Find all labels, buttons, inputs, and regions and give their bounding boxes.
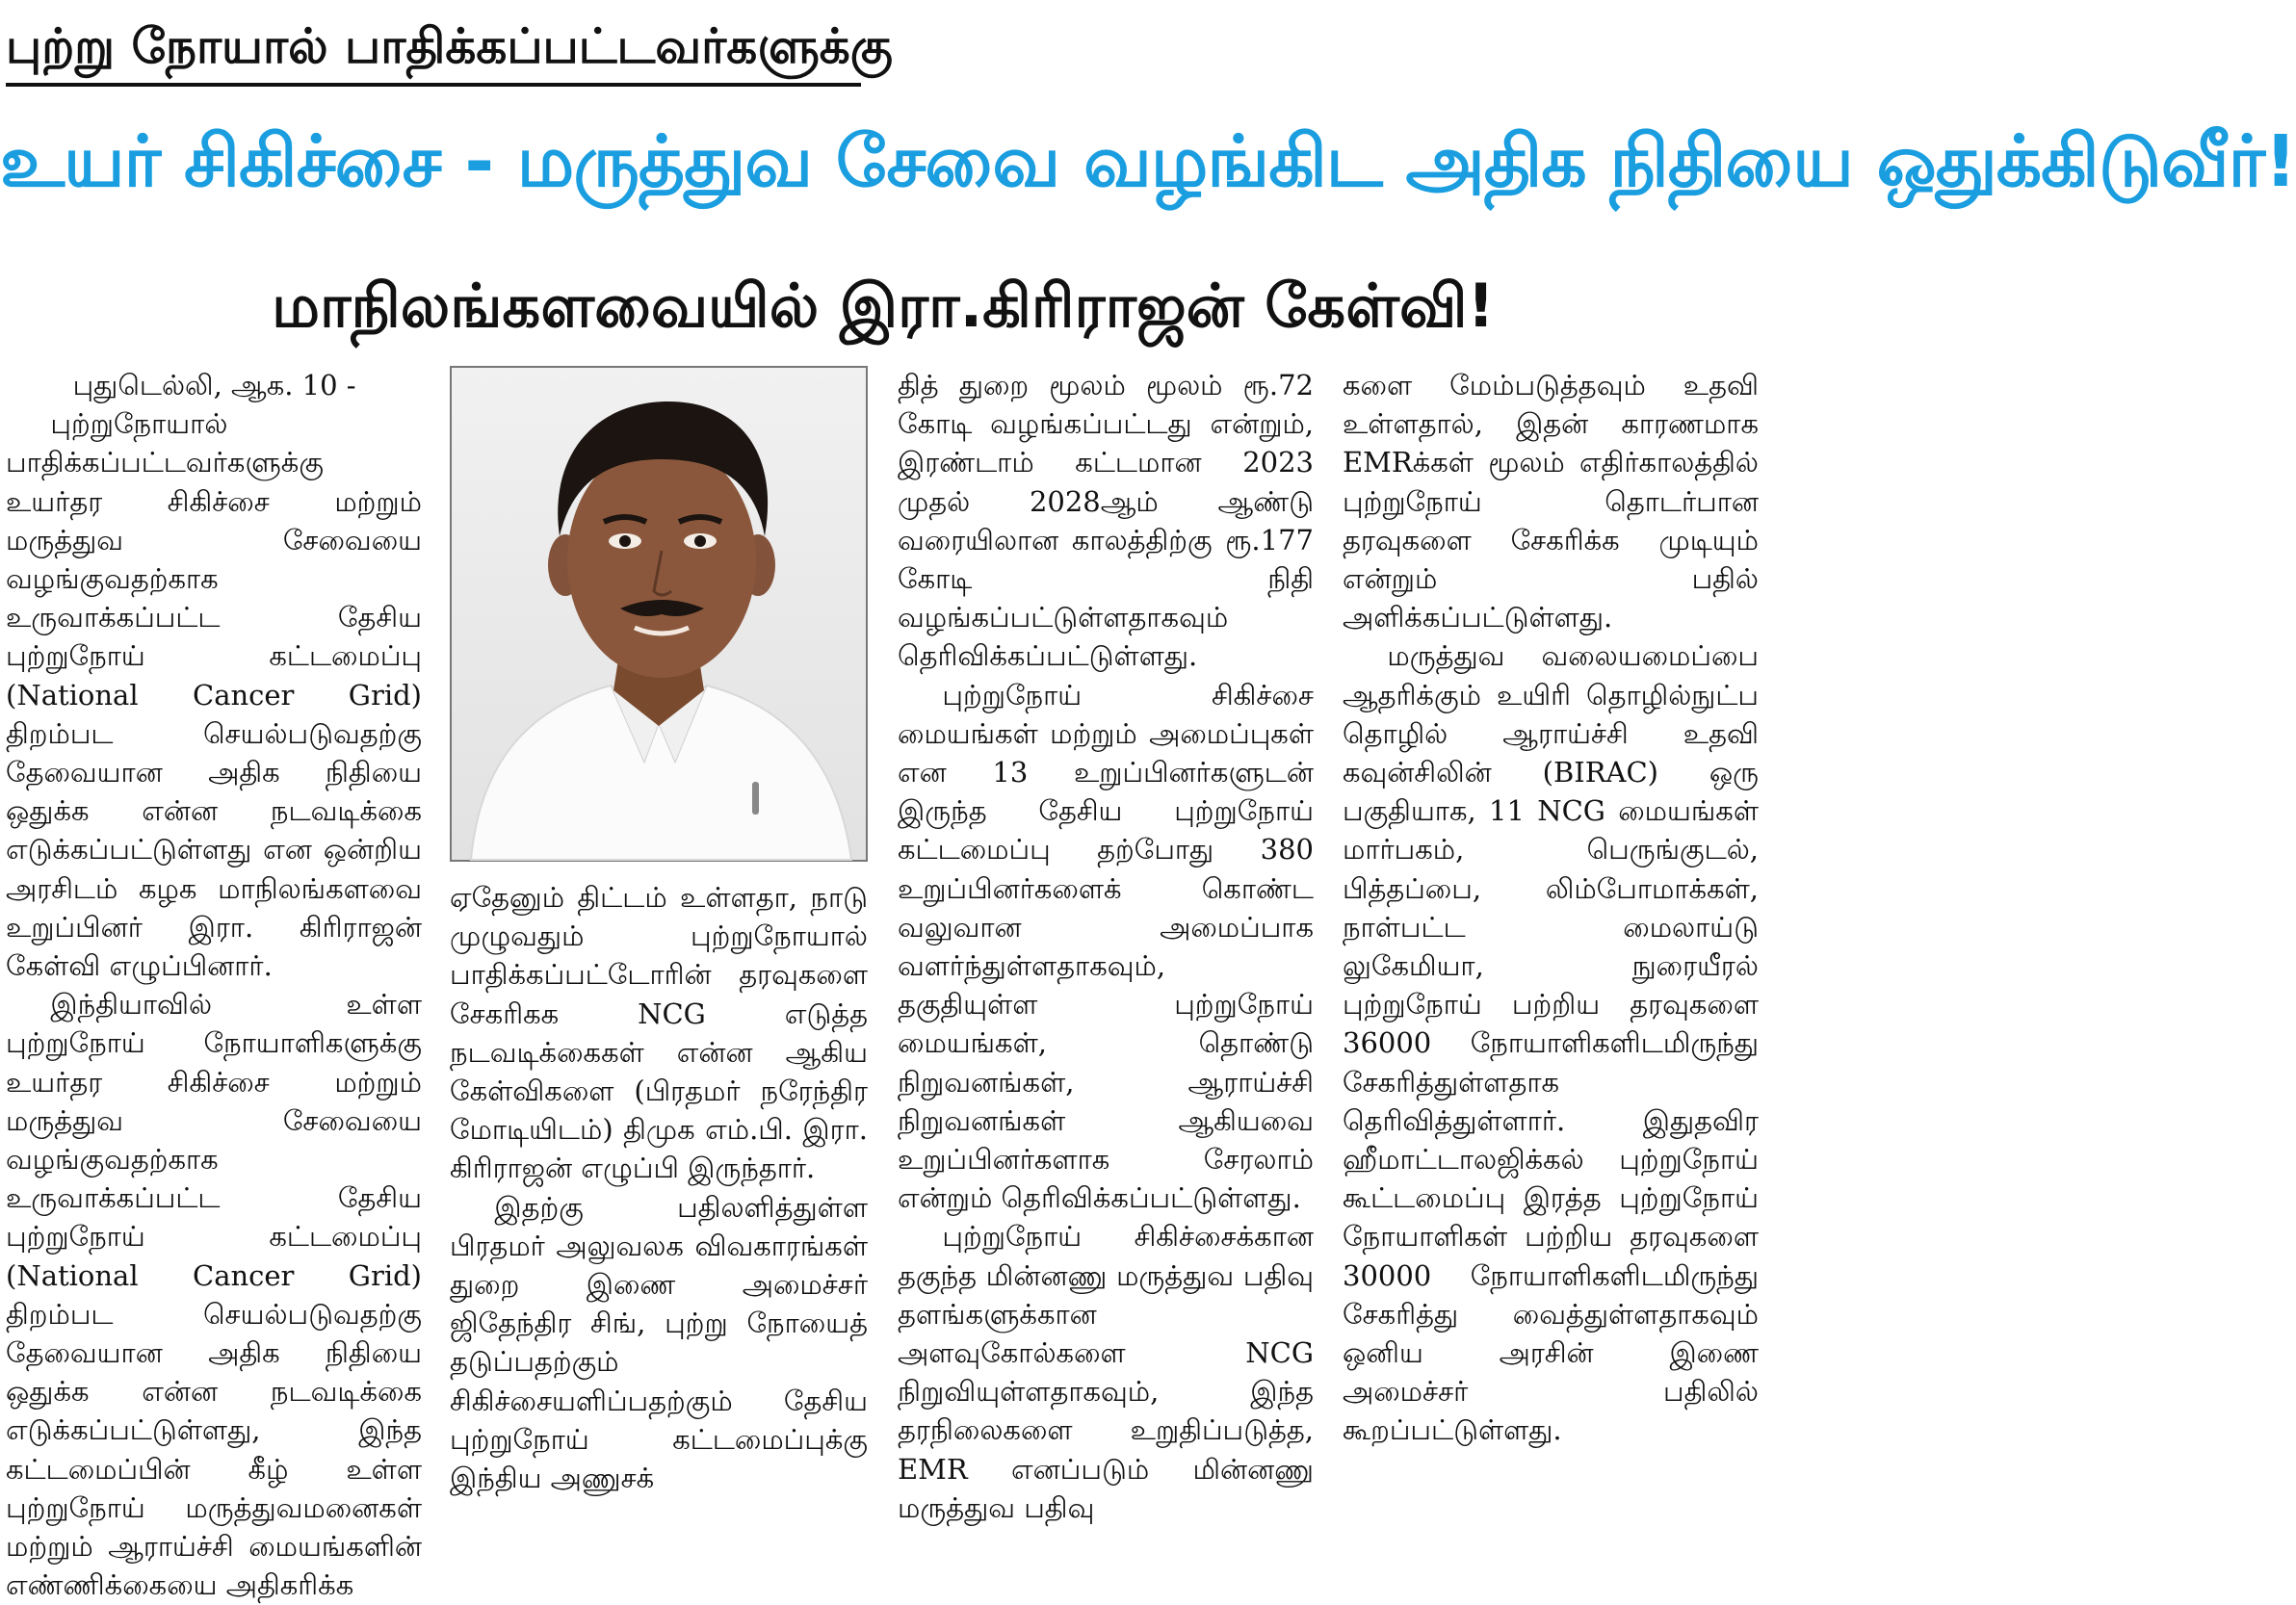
dateline: புதுடெல்லி, ஆக. 10 - bbox=[72, 369, 356, 401]
article-headline: உயர் சிகிச்சை - மருத்துவ சேவை வழங்கிட அதிக நிதியை ஒதுக்கிடுவீர்! bbox=[0, 120, 2296, 203]
paragraph: மருத்துவ வலையமைப்பை ஆதரிக்கும் உயிரி தொழில்நுட்ப தொழில் ஆராய்ச்சி உதவி கவுன்சிலின் (BIRAC) ஒரு பகுதியாக, 11 NCG மையங்கள் மார்பகம், பெருங்குடல், பித்தப்பை, லிம்போமாக்கள், நாள்பட்ட மைலாய்டு லுகேமியா, நுரையீரல் புற்றுநோய் பற்றிய தரவுகளை 36000 நோயாளிகளிடமிருந்து சேகரித்துள்ளதாக தெரிவித்துள்ளார். இதுதவிர ஹீமாட்டாலஜிக்கல் புற்றுநோய் கூட்டமைப்பு இரத்த புற்றுநோய் நோயாளிகள் பற்றிய தரவுகளை 30000 நோயாளிகளிடமிருந்து சேகரித்து வைத்துள்ளதாகவும் ஒனிய அரசின் இணை அமைச்சர் பதிலில் கூறப்பட்டுள்ளது. bbox=[1343, 639, 1759, 1447]
paragraph: இந்தியாவில் உள்ள புற்றுநோய் நோயாளிகளுக்கு உயர்தர சிகிச்சை மற்றும் மருத்துவ சேவையை வழங்குவதற்காக உருவாக்கப்பட்ட தேசிய புற்றுநோய் கட்டமைப்பு (National Cancer Grid) திறம்பட செயல்படுவதற்கு தேவையான அதிக நிதியை ஒதுக்க என்ன நடவடிக்கை எடுக்கப்பட்டுள்ளது, இந்த கட்டமைப்பின் கீழ் உள்ள புற்றுநோய் மருத்துவமனைகள் மற்றும் ஆராய்ச்சி மையங்களின் எண்ணிக்கையை அதிகரிக்க bbox=[6, 988, 422, 1602]
article-subheadline: மாநிலங்களவையில் இரா.கிரிராஜன் கேள்வி! bbox=[272, 271, 1495, 341]
paragraph: புற்றுநோய் சிகிச்சைக்கான தகுந்த மின்னணு மருத்துவ பதிவு தளங்களுக்கான அளவுகோல்களை NCG நிறுவியுள்ளதாகவும், இந்த தரநிலைகளை உறுதிப்படுத்த, EMR எனப்படும் மின்னணு மருத்துவ பதிவு bbox=[898, 1220, 1314, 1524]
paragraph: தித் துறை மூலம் மூலம் ரூ.72 கோடி வழங்கப்பட்டது என்றும், இரண்டாம் கட்டமான 2023 முதல் 2028ஆம் ஆண்டு வரையிலான காலத்திற்கு ரூ.177 கோடி நிதி வழங்கப்பட்டுள்ளதாகவும் தெரிவிக்கப்பட்டுள்ளது. bbox=[898, 369, 1314, 673]
article-column-4 bbox=[1343, 366, 1759, 1581]
kicker-underline bbox=[6, 83, 861, 87]
paragraph: புற்றுநோய் சிகிச்சை மையங்கள் மற்றும் அமைப்புகள் என 13 உறுப்பினர்களுடன் இருந்த தேசிய புற்றுநோய் கட்டமைப்பு தற்போது 380 உறுப்பினர்களைக் கொண்ட வலுவான அமைப்பாக வளர்ந்துள்ளதாகவும், தகுதியுள்ள புற்றுநோய் மையங்கள், தொண்டு நிறுவனங்கள், ஆராய்ச்சி நிறுவனங்கள் ஆகியவை உறுப்பினர்களாக சேரலாம் என்றும் தெரிவிக்கப்பட்டுள்ளது. bbox=[898, 678, 1314, 1215]
paragraph: களை மேம்படுத்தவும் உதவி உள்ளதால், இதன் காரணமாக EMRக்கள் மூலம் எதிர்காலத்தில் புற்றுநோய் தொடர்பான தரவுகளை சேகரிக்க முடியும் என்றும் பதில் அளிக்கப்பட்டுள்ளது. bbox=[1343, 369, 1759, 634]
paragraph: புற்றுநோயால் பாதிக்கப்பட்டவர்களுக்கு உயர்தர சிகிச்சை மற்றும் மருத்துவ சேவையை வழங்குவதற்காக உருவாக்கப்பட்ட தேசிய புற்றுநோய் கட்டமைப்பு (National Cancer Grid) திறம்பட செயல்படுவதற்கு தேவையான அதிக நிதியை ஒதுக்க என்ன நடவடிக்கை எடுக்கப்பட்டுள்ளது என ஒன்றிய அரசிடம் கழக மாநிலங்களவை உறுப்பினர் இரா. கிரிராஜன் கேள்வி எழுப்பினார். bbox=[6, 407, 422, 983]
paragraph: இதற்கு பதிலளித்துள்ள பிரதமர் அலுவலக விவகாரங்கள் துறை இணை அமைச்சர் ஜிதேந்திர சிங், புற்று நோயைத் தடுப்பதற்கும் சிகிச்சையளிப்பதற்கும் தேசிய புற்றுநோய் கட்டமைப்புக்கு இந்திய அணுசக் bbox=[450, 1190, 868, 1495]
article-column-1 bbox=[6, 366, 422, 1602]
article-column-3 bbox=[898, 366, 1314, 1581]
portrait-photo bbox=[450, 366, 868, 862]
article-column-2 bbox=[450, 878, 868, 1581]
article-kicker: புற்று நோயால் பாதிக்கப்பட்டவர்களுக்கு bbox=[6, 18, 893, 74]
paragraph: ஏதேனும் திட்டம் உள்ளதா, நாடு முழுவதும் புற்றுநோயால் பாதிக்கப்பட்டோரின் தரவுகளை சேகரிகக NCG எடுத்த நடவடிக்கைகள் என்ன ஆகிய கேள்விகளை (பிரதமர் நரேந்திர மோடியிடம்) திமுக எம்.பி. இரா. கிரிராஜன் எழுப்பி இருந்தார். bbox=[450, 881, 868, 1185]
